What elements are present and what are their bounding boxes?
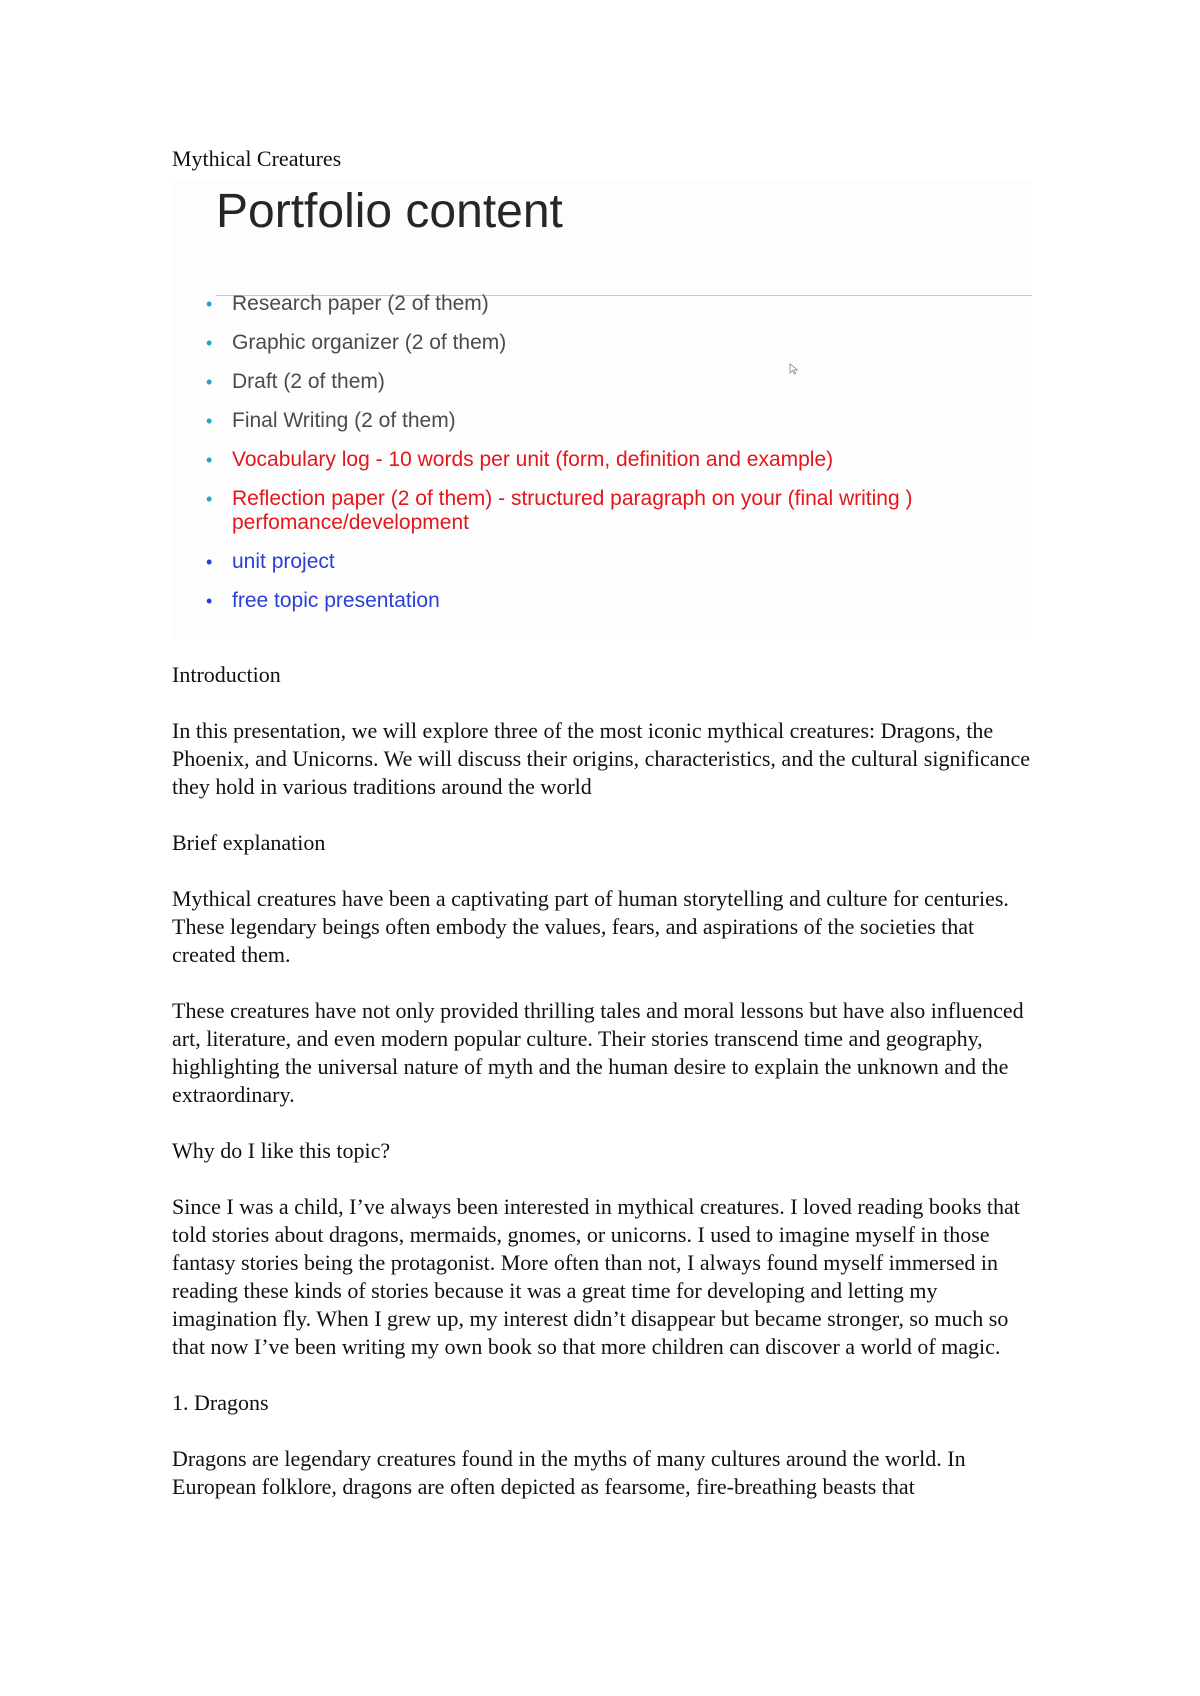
paragraph-introduction: In this presentation, we will explore three of the most iconic mythical creatures: Dragons, the Phoenix, and Unicorns. We will discuss their origins, characteristics, and the cultural significance they hold in various traditions around the world [172, 718, 1031, 799]
list-item [202, 589, 912, 613]
paragraph-why-topic: Since I was a child, I’ve always been interested in mythical creatures. I loved reading books that told stories about dragons, mermaids, gnomes, or unicorns. I used to imagine myself in those fantasy stories being the protagonist. More often than not, I always found myself immersed in reading these kinds of stories because it was a great time for developing and letting my imagination fly. When I grew up, my interest didn’t disappear but became stronger, so much so that now I’ve been writing my own book so that more children can discover a world of magic. [172, 1194, 1020, 1359]
paragraph-dragons: Dragons are legendary creatures found in the myths of many cultures around the world. In European folklore, dragons are often depicted as fearsome, fire-breathing beasts that [172, 1446, 966, 1499]
list-item-text: Vocabulary log - 10 words per unit (form, definition and example) [232, 448, 834, 471]
list-item-text: free topic presentation [232, 589, 440, 612]
section-heading-why-topic: Why do I like this topic? [172, 1138, 391, 1163]
bullet-icon: • [206, 294, 213, 314]
list-item-text: Draft (2 of them) [232, 370, 385, 393]
bullet-icon: • [206, 450, 213, 470]
bullet-icon: • [206, 591, 213, 611]
list-item-text: Research paper (2 of them) [232, 292, 489, 315]
list-item-text: Final Writing (2 of them) [232, 409, 456, 432]
list-item [202, 550, 912, 574]
list-item-text-continued: perfomance/development [232, 511, 469, 534]
list-item [202, 487, 912, 535]
list-item [202, 448, 912, 472]
list-item-text: unit project [232, 550, 335, 573]
paragraph-explanation-1: Mythical creatures have been a captivating part of human storytelling and culture for centuries. These legendary beings often embody the values, fears, and aspirations of the societies that created them. [172, 886, 1009, 967]
list-item [202, 409, 912, 433]
bullet-icon: • [206, 489, 213, 509]
bullet-icon: • [206, 372, 213, 392]
portfolio-list [202, 292, 912, 628]
list-item [202, 370, 912, 394]
document-title: Mythical Creatures [172, 146, 342, 171]
section-heading-brief-explanation: Brief explanation [172, 830, 326, 855]
bullet-icon: • [206, 411, 213, 431]
section-heading-introduction: Introduction [172, 662, 281, 687]
list-item [202, 292, 912, 316]
slide-image-portfolio [172, 180, 1032, 640]
list-item [202, 331, 912, 355]
list-item-text: Graphic organizer (2 of them) [232, 331, 507, 354]
document-body [172, 661, 1032, 1529]
paragraph-explanation-2: These creatures have not only provided thrilling tales and moral lessons but have also influenced art, literature, and even modern popular culture. Their stories transcend time and geography, highlighting the universal nature of myth and the human desire to explain the unknown and the extraordinary. [172, 998, 1024, 1107]
section-heading-dragons: 1. Dragons [172, 1390, 269, 1415]
bullet-icon: • [206, 333, 213, 353]
bullet-icon: • [206, 552, 213, 572]
slide-title: Portfolio content [216, 185, 563, 238]
list-item-text: Reflection paper (2 of them) - structured paragraph on your (final writing ) [232, 487, 913, 510]
